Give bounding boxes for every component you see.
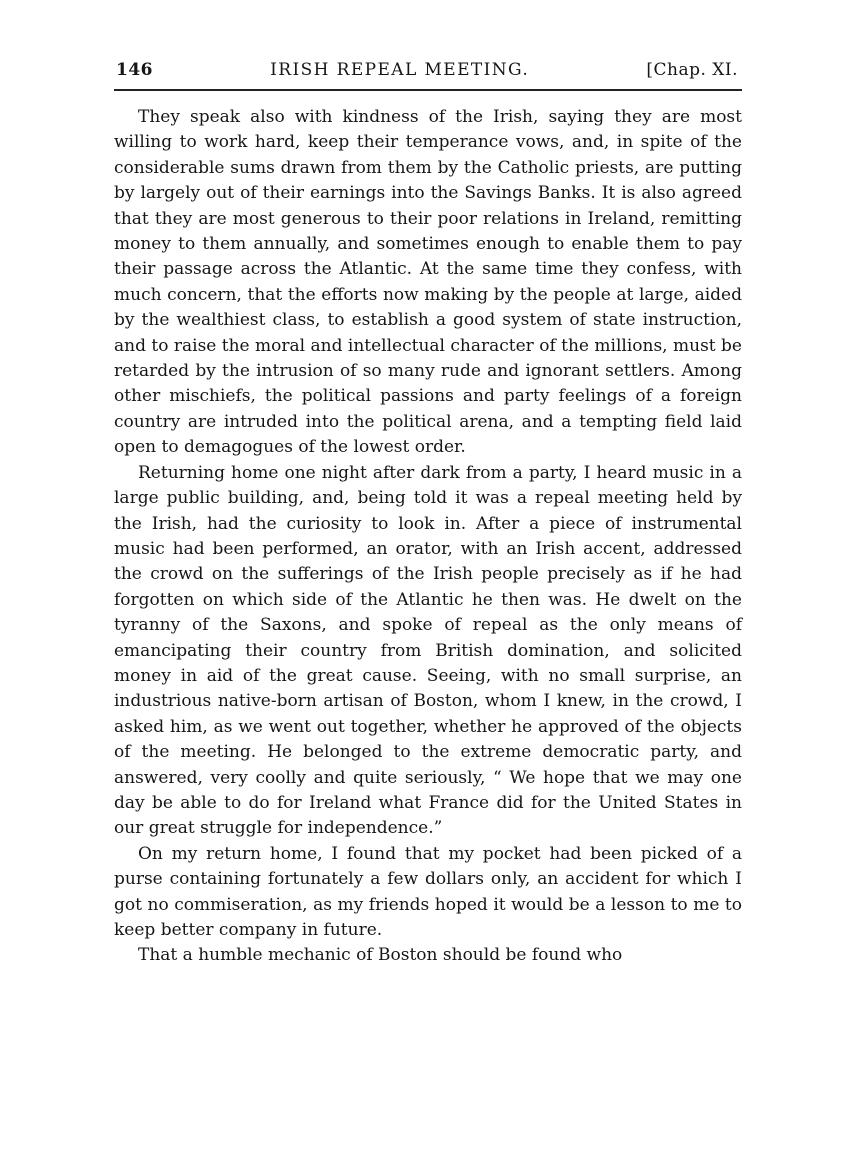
- page-number: 146: [116, 60, 153, 80]
- running-title: IRISH REPEAL MEETING.: [270, 60, 530, 80]
- paragraph: That a humble mechanic of Boston should be found who: [138, 945, 623, 966]
- paragraph: Returning home one night after dark from a party, I heard music in a large public building, and, being told it was a repeal meeting held by the Irish, had the curiosity to look in. After a piece of instrumental music had been performed, an orator, with an Irish accent, addressed the crowd on the sufferings of the Irish people precisely as if he had forgotten on which side of the Atlantic he then was. He dwelt on the tyranny of the Saxons, and spoke of repeal as the only means of emancipating their country from British domination, and solicited money in aid of the great cause. Seeing, with no small surprise, an industrious native-born artisan of Boston, whom I knew, in the crowd, I asked him, as we went out together, whether he approved of the objects of the meeting. He belonged to the extreme democratic party, and answered, very coolly and quite seriously, “ We hope that we may one day be able to do for Ireland what France did for the United States in our great struggle for independence.”: [114, 462, 742, 839]
- paragraph: On my return home, I found that my pocket had been picked of a purse containing fortunately a few dollars only, an accident for which I got no commiseration, as my friends hoped it would be a lesson to me to keep better company in future.: [114, 843, 742, 940]
- book-page: [114, 60, 742, 969]
- chapter-marker: [Chap. XI.: [646, 60, 738, 80]
- paragraph: They speak also with kindness of the Irish, saying they are most willing to work hard, keep their temperance vows, and, in spite of the considerable sums drawn from them by the Catholic priests, are putting by largely out of their earnings into the Savings Banks. It is also agreed that they are most generous to their poor relations in Ireland, remitting money to them annually, and sometimes enough to enable them to pay their passage across the Atlantic. At the same time they confess, with much concern, that the efforts now making by the people at large, aided by the wealthiest class, to establish a good system of state instruction, and to raise the moral and intellectual character of the millions, must be retarded by the intrusion of so many rude and ignorant settlers. Among other mischiefs, the political passions and party feelings of a foreign country are intruded into the political arena, and a tempting field laid open to demagogues of the lowest order.: [114, 107, 742, 458]
- body-text: [114, 105, 742, 969]
- header-rule: [114, 89, 742, 91]
- running-header: [114, 60, 742, 88]
